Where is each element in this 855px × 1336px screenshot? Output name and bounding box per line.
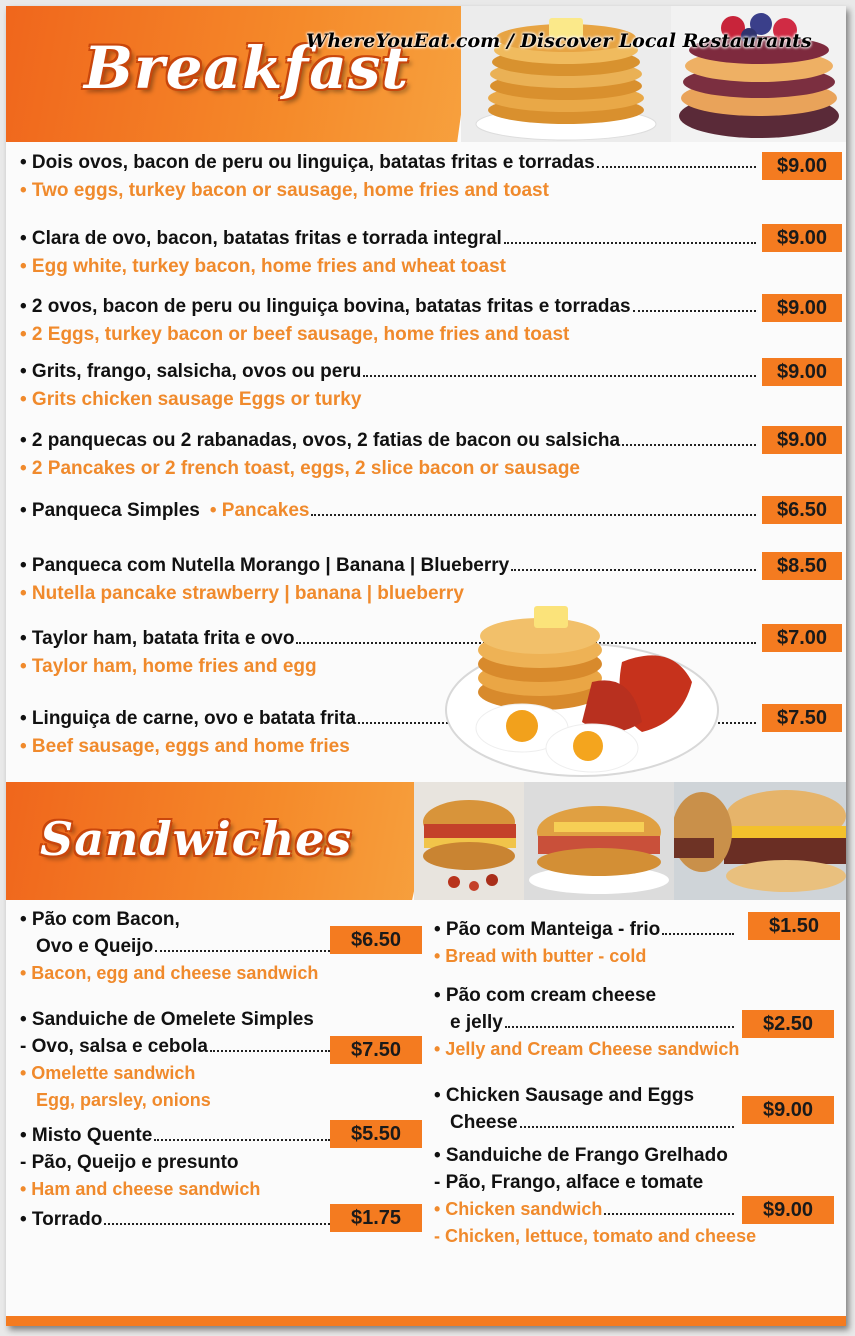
sandwich-detail-en-text: - Chicken, lettuce, tomato and cheese — [434, 1226, 757, 1246]
breakfast-item-name-en: • Egg white, turkey bacon, home fries and wheat toast — [20, 256, 506, 277]
sandwich-detail-pt-text: Ovo e Queijo — [36, 936, 154, 957]
sandwich-name-en — [20, 960, 430, 987]
pancake-stack-photo — [461, 6, 671, 142]
price-tag: $9.00 — [762, 426, 842, 454]
breakfast-item-portuguese-line — [20, 430, 760, 452]
sandwich-name-pt-text: • Sanduiche de Frango Grelhado — [434, 1145, 728, 1166]
sandwich-name-en-text: • Chicken sandwich — [434, 1199, 603, 1219]
price-tag: $9.00 — [762, 224, 842, 252]
breakfast-item-name-en: • Beef sausage, eggs and home fries — [20, 736, 350, 757]
sandwich-name-en-text: • Bacon, egg and cheese sandwich — [20, 963, 319, 983]
breakfast-item-name-en: • 2 Pancakes or 2 french toast, eggs, 2 slice bacon or sausage — [20, 458, 580, 479]
sandwich-detail-pt-text: - Pão, Queijo e presunto — [20, 1152, 239, 1173]
price-tag: $6.50 — [762, 496, 842, 524]
dot-leader — [597, 166, 756, 168]
breakfast-item-portuguese-line — [20, 228, 760, 250]
breakfast-item-name-pt: • Grits, frango, salsicha, ovos ou peru — [20, 361, 362, 382]
sandwich-name-pt-text: • Pão com cream cheese — [434, 985, 657, 1006]
sandwich-detail-pt — [434, 1169, 834, 1196]
price-tag: $9.00 — [742, 1196, 834, 1224]
sandwich-name-en-text: • Jelly and Cream Cheese sandwich — [434, 1039, 740, 1059]
sandwich-name-en-text: • Bread with butter - cold — [434, 946, 647, 966]
sandwich-name-en-text: • Omelette sandwich — [20, 1063, 196, 1083]
price-tag: $9.00 — [762, 152, 842, 180]
breakfast-item-name-en: • 2 Eggs, turkey bacon or beef sausage, home fries and toast — [20, 324, 570, 345]
breakfast-item — [20, 152, 760, 202]
breakfast-item-name-pt: • 2 panquecas ou 2 rabanadas, ovos, 2 fatias de bacon ou salsicha — [20, 430, 621, 451]
sandwich-name-pt-text: • Pão com Bacon, — [20, 909, 180, 930]
sandwich-name-en — [434, 943, 834, 970]
watermark-text: WhereYouEat.com / Discover Local Restaurants — [306, 30, 812, 52]
dot-leader — [622, 444, 756, 446]
breakfast-item-name-en: • Two eggs, turkey bacon or sausage, home fries and toast — [20, 180, 549, 201]
menu-page — [6, 6, 846, 1326]
sandwich-name-pt — [434, 1142, 834, 1169]
berry-pancake-photo — [671, 6, 846, 142]
dot-leader — [520, 1126, 734, 1128]
sandwich-photo-2 — [524, 782, 674, 900]
breakfast-item — [20, 555, 760, 605]
sandwich-detail-en — [20, 1087, 430, 1114]
dot-leader — [363, 375, 756, 377]
dot-leader — [210, 1050, 330, 1052]
price-tag: $1.75 — [330, 1204, 422, 1232]
dot-leader — [505, 1026, 734, 1028]
breakfast-item-name-pt: • Taylor ham, batata frita e ovo — [20, 628, 295, 649]
sandwich-name-pt-text: • Torrado — [20, 1209, 103, 1230]
breakfast-item-portuguese-line — [20, 500, 760, 522]
breakfast-title: Breakfast — [84, 34, 410, 102]
dot-leader — [104, 1223, 330, 1225]
breakfast-item — [20, 500, 760, 522]
breakfast-item-portuguese-line — [20, 361, 760, 383]
price-tag: $9.00 — [762, 294, 842, 322]
breakfast-item-name-en: • Pancakes — [209, 500, 310, 521]
sandwich-detail-en — [434, 1223, 834, 1250]
breakfast-item-name-pt: • Linguiça de carne, ovo e batata frita — [20, 708, 357, 729]
breakfast-item-name-en: • Taylor ham, home fries and egg — [20, 656, 317, 677]
price-tag: $7.00 — [762, 624, 842, 652]
sandwich-name-pt — [434, 982, 834, 1009]
breakfast-item-name-pt: • Panqueca com Nutella Morango | Banana | Blueberry — [20, 555, 510, 576]
price-tag: $5.50 — [330, 1120, 422, 1148]
sandwich-detail-pt-text: e jelly — [450, 1012, 503, 1033]
sandwich-photo-1 — [414, 782, 524, 900]
dot-leader — [633, 310, 756, 312]
bottom-band — [6, 1316, 846, 1326]
sandwich-detail-pt-text: - Pão, Frango, alface e tomate — [434, 1172, 704, 1193]
breakfast-banner — [6, 6, 846, 142]
breakfast-item-portuguese-line — [20, 555, 760, 577]
price-tag: $6.50 — [330, 926, 422, 954]
dot-leader — [311, 514, 756, 516]
price-tag: $8.50 — [762, 552, 842, 580]
breakfast-item-name-en: • Nutella pancake strawberry | banana | blueberry — [20, 583, 464, 604]
breakfast-item — [20, 296, 760, 346]
breakfast-item-name-pt: • 2 ovos, bacon de peru ou linguiça bovina, batatas fritas e torradas — [20, 296, 631, 317]
breakfast-item-portuguese-line — [20, 296, 760, 318]
sandwich-name-en — [20, 1176, 430, 1203]
price-tag: $1.50 — [748, 912, 840, 940]
sandwich-name-pt — [20, 1006, 430, 1033]
sandwich-name-en — [434, 1036, 834, 1063]
price-tag: $9.00 — [742, 1096, 834, 1124]
breakfast-item-name-pt: • Panqueca Simples — [20, 500, 200, 521]
price-tag: $2.50 — [742, 1010, 834, 1038]
dot-leader — [154, 1139, 330, 1141]
sandwich-photo-3 — [674, 782, 846, 900]
price-tag: $9.00 — [762, 358, 842, 386]
breakfast-item-name-pt: • Clara de ovo, bacon, batatas fritas e torrada integral — [20, 228, 502, 249]
breakfast-item — [20, 430, 760, 480]
sandwich-detail-pt-text: Cheese — [450, 1112, 518, 1133]
sandwich-name-pt-text: • Pão com Manteiga - frio — [434, 919, 661, 940]
sandwich-detail-en-text: Egg, parsley, onions — [36, 1090, 211, 1110]
dot-leader — [511, 569, 756, 571]
breakfast-item — [20, 228, 760, 278]
breakfast-plate-photo — [442, 602, 722, 780]
sandwiches-title: Sandwiches — [40, 812, 353, 866]
price-tag: $7.50 — [330, 1036, 422, 1064]
sandwich-name-pt-text: • Misto Quente — [20, 1125, 153, 1146]
breakfast-item-name-pt: • Dois ovos, bacon de peru ou linguiça, batatas fritas e torradas — [20, 152, 595, 173]
price-tag: $7.50 — [762, 704, 842, 732]
dot-leader — [504, 242, 756, 244]
dot-leader — [662, 933, 734, 935]
sandwich-name-pt-text: • Chicken Sausage and Eggs — [434, 1085, 695, 1106]
sandwich-detail-pt — [20, 1149, 430, 1176]
dot-leader — [155, 950, 330, 952]
sandwich-name-en — [20, 1060, 430, 1087]
breakfast-item-name-en: • Grits chicken sausage Eggs or turky — [20, 389, 362, 410]
sandwiches-banner — [6, 782, 846, 900]
sandwich-name-pt-text: • Sanduiche de Omelete Simples — [20, 1009, 314, 1030]
dot-leader — [604, 1213, 734, 1215]
breakfast-item — [20, 361, 760, 411]
sandwich-name-en-text: • Ham and cheese sandwich — [20, 1179, 261, 1199]
breakfast-item-portuguese-line — [20, 152, 760, 174]
sandwich-detail-pt-text: - Ovo, salsa e cebola — [20, 1036, 208, 1057]
